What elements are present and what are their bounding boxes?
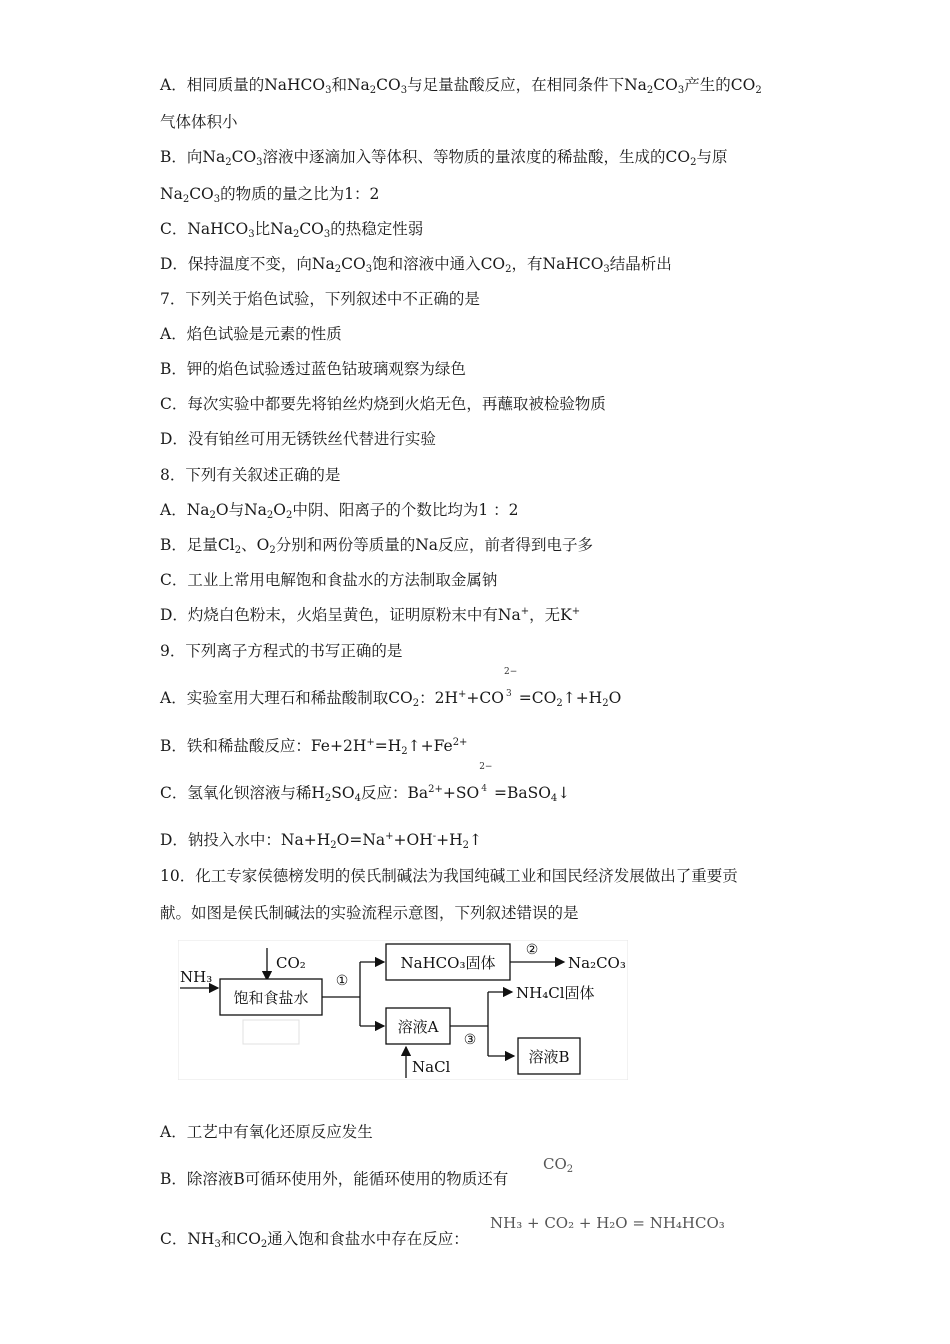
q8-option-a: A．$Na_2O$与$Na_2O_2$中阴、阳离子的个数比均为1 ：2 (160, 501, 519, 521)
q6-option-a: A．相同质量的NaHCO$_3$和$Na_2CO_3$与足量盐酸反应，在相同条件下$Na_2CO_3$产生的$CO_2$ (160, 76, 762, 96)
q8-stem: 8．下列有关叙述正确的是 (160, 466, 341, 484)
q10-stem-line2: 献。如图是侯氏制碱法的实验流程示意图，下列叙述错误的是 (160, 904, 579, 922)
hou-process-flow-diagram (178, 940, 628, 1080)
step2-marker: ② (525, 942, 539, 958)
q9-stem: 9．下列离子方程式的书写正确的是 (160, 642, 403, 660)
q10-option-c: C．$NH_3$和$CO_2$通入饱和食盐水中存在反应： (160, 1230, 469, 1250)
q9-option-b: B．铁和稀盐酸反应：$Fe+2H^+=H_2↑+Fe^{2+}$ (160, 737, 468, 757)
q6-option-c: C．NaHCO$_3$比$Na_2CO_3$的热稳定性弱 (160, 220, 424, 240)
co2-label: CO₂ (276, 954, 306, 972)
q8-option-b: B．足量$Cl_2$、$O_2$分别和两份等质量的Na反应，前者得到电子多 (160, 536, 593, 556)
q7-stem: 7．下列关于焰色试验，下列叙述中不正确的是 (160, 290, 480, 308)
q6-option-a-cont: 气体体积小 (160, 113, 238, 131)
nh3-label: NH₃ (180, 968, 213, 986)
nahco3-solid-label: NaHCO₃固体 (400, 954, 496, 972)
q8-option-d: D．灼烧白色粉末，火焰呈黄色，证明原粉末中有Na+，无K+ (160, 606, 581, 624)
solution-a-label: 溶液A (397, 1018, 439, 1036)
solution-b-label: 溶液B (528, 1048, 570, 1066)
q7-option-c: C．每次实验中都要先将铂丝灼烧到火焰无色，再蘸取被检验物质 (160, 395, 606, 413)
q7-option-d: D．没有铂丝可用无锈铁丝代替进行实验 (160, 430, 436, 448)
q6-option-b: B．向$Na_2CO_3$溶液中逐滴加入等体积、等物质的量浓度的稀盐酸，生成的$CO_2$与原 (160, 148, 728, 168)
step3-marker: ③ (463, 1032, 477, 1048)
q9-option-d: D．钠投入水中：$Na+H_2O=Na^++OH^-+H_2↑$ (160, 831, 483, 851)
saturated-brine-label: 饱和食盐水 (233, 989, 309, 1007)
q9-option-a: A．实验室用大理石和稀盐酸制取$CO_2$：2H++CO 2− 3 $=CO_2↑+H_2O$ (160, 667, 622, 709)
q8-option-c: C．工业上常用电解饱和食盐水的方法制取金属钠 (160, 571, 498, 589)
q6-option-d: D．保持温度不变，向$Na_2CO_3$饱和溶液中通入$CO_2$，有NaHCO$_3$结晶析出 (160, 255, 672, 275)
q10-option-b: B．除溶液B可循环使用外，能循环使用的物质还有 (160, 1170, 509, 1188)
blank-box (243, 1020, 299, 1044)
step1-marker: ① (335, 973, 349, 989)
q6-option-b-cont: $Na_2CO_3$的物质的量之比为1：2 (160, 185, 380, 205)
q9-option-c: C．氢氧化钡溶液与稀$H_2SO_4$反应：$Ba^{2+}+SO$ 2− 4 =BaSO$_4$↓ (160, 762, 571, 804)
na2co3-label: Na₂CO₃ (568, 954, 626, 972)
q7-option-b: B．钾的焰色试验透过蓝色钴玻璃观察为绿色 (160, 360, 466, 378)
q10-option-a: A．工艺中有氧化还原反应发生 (160, 1123, 373, 1141)
q7-option-a: A．焰色试验是元素的性质 (160, 325, 342, 343)
q10-option-b-formula: $CO_2$ (543, 1155, 574, 1175)
nacl-label: NaCl (412, 1058, 451, 1076)
nh4cl-solid-label: NH₄Cl固体 (516, 984, 595, 1002)
q10-stem-line1: 10．化工专家侯德榜发明的侯氏制碱法为我国纯碱工业和国民经济发展做出了重要贡 (160, 867, 738, 885)
q10-option-c-formula: NH₃ + CO₂ + H₂O = NH₄HCO₃ (490, 1214, 725, 1232)
